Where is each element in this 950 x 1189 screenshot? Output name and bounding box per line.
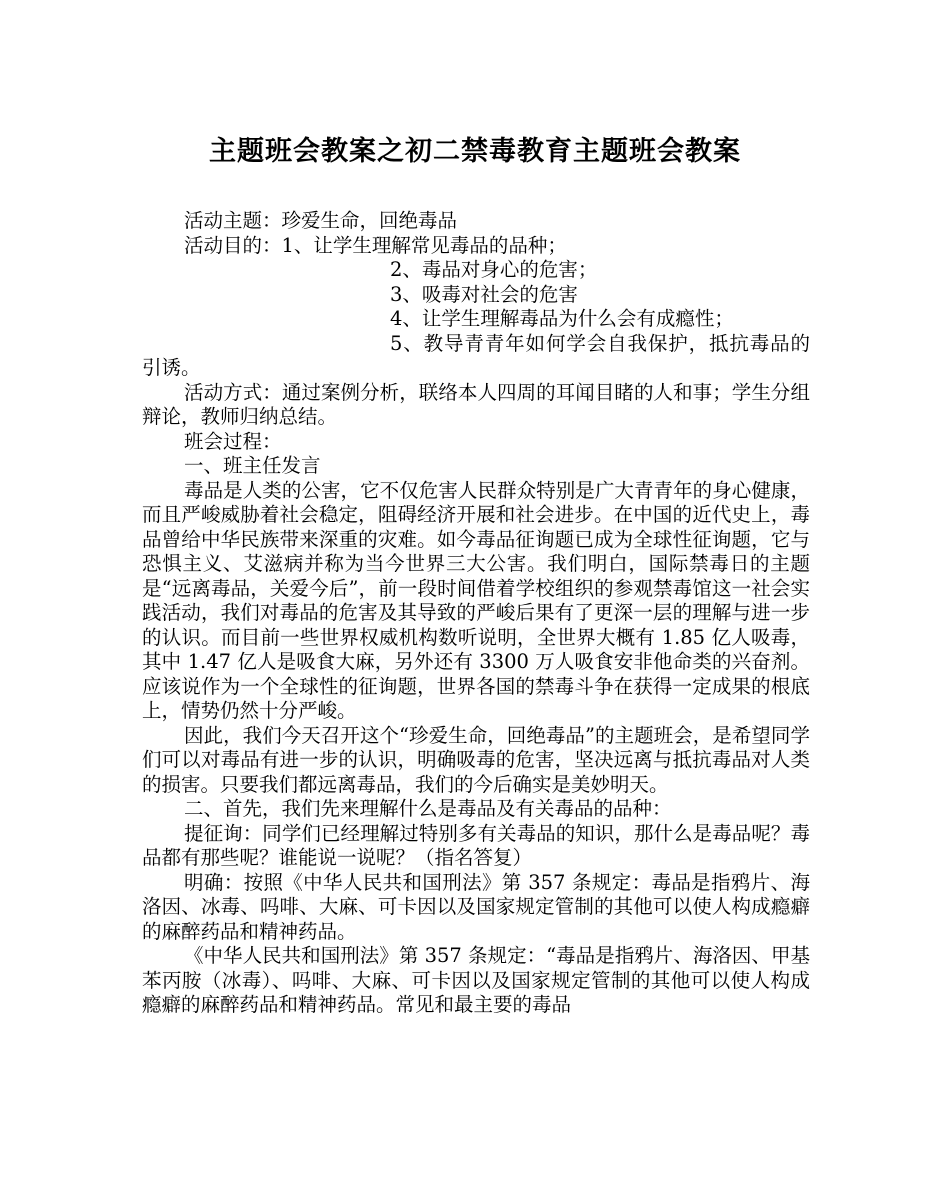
document-body: [142, 209, 810, 1018]
section-heading: 二、首先，我们先来理解什么是毒品及有关毒品的品种：: [184, 797, 672, 820]
activity-purpose-intro: 活动目的：1、让学生理解常见毒品的品种；: [184, 233, 567, 257]
paragraph: 毒品是人类的公害，它不仅危害人民群众特别是广大青青年的身心健康，而且严峻威胁着社会稳定，阻碍经济开展和社会进步。在中国的近代史上，毒品曾给中华民族带来深重的灾难。如今毒品征询题已成为全球性征询题，它与恐惧主义、艾滋病并称为当今世界三大公害。我们明白，国际禁毒日的主题是“远离毒品，关爱今后”，前一段时间借着学校组织的参观禁毒馆这一社会实践活动，我们对毒品的危害及其导致的严峻后果有了更深一层的理解与进一步的认识。而目前一些世界权威机构数听说明，全世界大概有 1.85 亿人吸毒，其中 1.47 亿人是吸食大麻，另外还有 3300 万人吸食安非他命类的兴奋剂。应该说作为一个全球性的征询题，世界各国的禁毒斗争在获得一定成果的根底上，情势仍然十分严峻。: [142, 478, 810, 722]
section-heading: 一、班主任发言: [184, 454, 321, 477]
activity-purpose-item: 4、让学生理解毒品为什么会有成瘾性；: [390, 307, 734, 330]
activity-theme: 活动主题：珍爱生命，回绝毒品: [184, 209, 458, 232]
answer-paragraph: 明确：按照《中华人民共和国刑法》第 357 条规定：毒品是指鸦片、海洛因、冰毒、吗啡、大麻、可卡因以及国家规定管制的其他可以使人构成瘾癖的麻醉药品和精神药品。: [142, 870, 810, 943]
question-paragraph: 提征询：同学们已经理解过特别多有关毒品的知识，那什么是毒品呢？毒品都有那些呢？谁能说一说呢？（指名答复）: [142, 821, 810, 869]
class-process-label: 班会过程：: [184, 429, 282, 453]
activity-purpose-item: 3、吸毒对社会的危害: [390, 282, 578, 306]
law-quote-paragraph: 《中华人民共和国刑法》第 357 条规定：“毒品是指鸦片、海洛因、甲基苯丙胺（冰毒）、吗啡、大麻、可卡因以及国家规定管制的其他可以使人构成瘾癖的麻醉药品和精神药品。常见和最主要的毒品: [142, 944, 810, 1016]
activity-method: 活动方式：通过案例分析，联络本人四周的耳闻目睹的人和事；学生分组辩论，教师归纳总结。: [142, 380, 810, 428]
document-title: 主题班会教案之初二禁毒教育主题班会教案: [209, 136, 741, 167]
activity-purpose-item: 5、教导青青年如何学会自我保护，抵抗毒品的引诱。: [142, 331, 810, 379]
paragraph: 因此，我们今天召开这个“珍爱生命，回绝毒品”的主题班会，是希望同学们可以对毒品有进一步的认识，明确吸毒的危害，坚决远离与抵抗毒品对人类的损害。只要我们都远离毒品，我们的今后确实是美妙明天。: [142, 723, 810, 796]
activity-purpose-item: 2、毒品对身心的危害；: [390, 258, 598, 281]
